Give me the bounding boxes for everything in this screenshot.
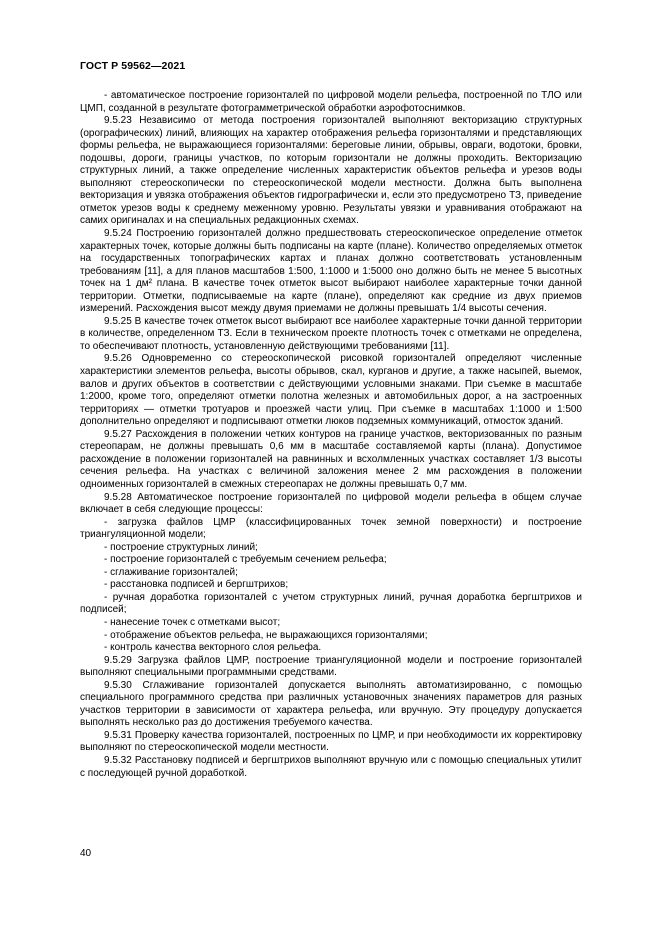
- page-header-standard: ГОСТ Р 59562—2021: [80, 60, 186, 72]
- page-number: 40: [80, 848, 92, 859]
- list-item: - расстановка подписей и бергштрихов;: [104, 579, 289, 591]
- list-item: - ручная доработка горизонталей с учетом структурных линий, ручная доработка бергштрихов и подписей;: [80, 591, 582, 616]
- paragraph: 9.5.29 Загрузка файлов ЦМР, построение триангуляционной модели и построение горизонталей выполняют специальными программными средствами.: [80, 654, 582, 679]
- list-item: - отображение объектов рельефа, не выражающихся горизонталями;: [104, 629, 428, 641]
- list-item: - контроль качества векторного слоя рельефа.: [104, 642, 322, 654]
- document-body: [80, 90, 582, 780]
- list-item: - сглаживание горизонталей;: [104, 566, 238, 578]
- paragraph: 9.5.32 Расстановку подписей и бергштрихов выполняют вручную или с помощью специальных утилит с последующей ручной доработкой.: [80, 754, 582, 779]
- paragraph: 9.5.25 В качестве точек отметок высот выбирают все наиболее характерные точки данной территории в количестве, определенном ТЗ. Если в техническом проекте плотность точек с отметками не определена, то обеспечивают плотность, установленную действующими требованиями [11].: [80, 315, 582, 352]
- paragraph: 9.5.26 Одновременно со стереоскопической рисовкой горизонталей определяют численные характеристики элементов рельефа, высоты обрывов, скал, курганов и другие, а также насыпей, выемок, валов и других объектов в соответствии с действующими условными знаками. При съемке в масштабе 1:2000, кроме того, определяют отметки полотна железных и автомобильных дорог, а на застроенных территориях — отметки тротуаров и проезжей части улиц. При съемке в масштабах 1:1000 и 1:500 дополнительно определяют и подписывают отметки люков подземных коммуникаций, отмосток зданий.: [80, 353, 582, 428]
- paragraph: 9.5.31 Проверку качества горизонталей, построенных по ЦМР, и при необходимости их корректировку выполняют по стереоскопической модели местности.: [80, 729, 582, 754]
- list-item: - построение структурных линий;: [104, 541, 258, 553]
- paragraph: 9.5.23 Независимо от метода построения горизонталей выполняют векторизацию структурных (орографических) линий, влияющих на характер отображения рельефа горизонталями и представляющих формы рельефа, не выражающиеся горизонталями: береговые линии, обрывы, овраги, водотоки, бровки, подошвы, дороги, границы участков, по которым горизонтали не должны проходить. Векторизацию структурных линий, а также определение численных характеристик объектов рельефа и урезов воды выполняют стереоскопически по стереоскопической модели местности. Должна быть выполнена векторизация и увязка отображения объектов гидрографически и, если это предусмотрено ТЗ, приведение отметок урезов воды к среднему меженному уровню. Результаты увязки и уравнивания отображают на самих оригиналах и на специальных редакционных схемах.: [80, 115, 582, 227]
- paragraph: 9.5.24 Построению горизонталей должно предшествовать стереоскопическое определение отметок характерных точек, которые должны быть подписаны на карте (плане). Количество определяемых отметок на государственных топографических картах и планах должно соответствовать установленным требованиям [11], а для планов масштабов 1:500, 1:1000 и 1:5000 оно должно быть не менее 5 высотных точек на 1 дм² плана. В качестве точек отметок высот выбирают наиболее характерные точки данной территории. Отметки, подписываемые на карте (плане), определяют как средние из двух приемов измерений. Расхождения высот между двумя приемами не должны превышать 1/4 высоты сечения.: [80, 228, 582, 315]
- paragraph: - автоматическое построение горизонталей по цифровой модели рельефа, построенной по ТЛО или ЦМП, созданной в результате фотограмметрической обработки аэрофотоснимков.: [80, 90, 582, 114]
- list-item: - нанесение точек с отметками высот;: [104, 616, 281, 628]
- list-item: - построение горизонталей с требуемым сечением рельефа;: [104, 554, 387, 566]
- paragraph: 9.5.28 Автоматическое построение горизонталей по цифровой модели рельефа в общем случае включает в себя следующие процессы:: [80, 491, 582, 516]
- paragraph: 9.5.30 Сглаживание горизонталей допускается выполнять автоматизированно, с помощью специального программного средства при различных установочных значениях параметров для разных участков территории в зависимости от характера рельефа, или вручную. Эту процедуру допускается выполнять несколько раз до достижения требуемого качества.: [80, 679, 582, 729]
- list-item: - загрузка файлов ЦМР (классифицированных точек земной поверхности) и построение триангуляционной модели;: [80, 516, 582, 541]
- paragraph: 9.5.27 Расхождения в положении четких контуров на границе участков, векторизованных по разным стереопарам, не должны превышать 0,6 мм в масштабе составляемой карты (плана). Допустимое расхождение в положении горизонталей на равнинных и всхолмленных участках составляет 1/3 высоты сечения рельефа. На участках с величиной заложения менее 2 мм расхождения в положении одноименных горизонталей в смежных стереопарах не должны превышать 0,7 мм.: [80, 428, 582, 490]
